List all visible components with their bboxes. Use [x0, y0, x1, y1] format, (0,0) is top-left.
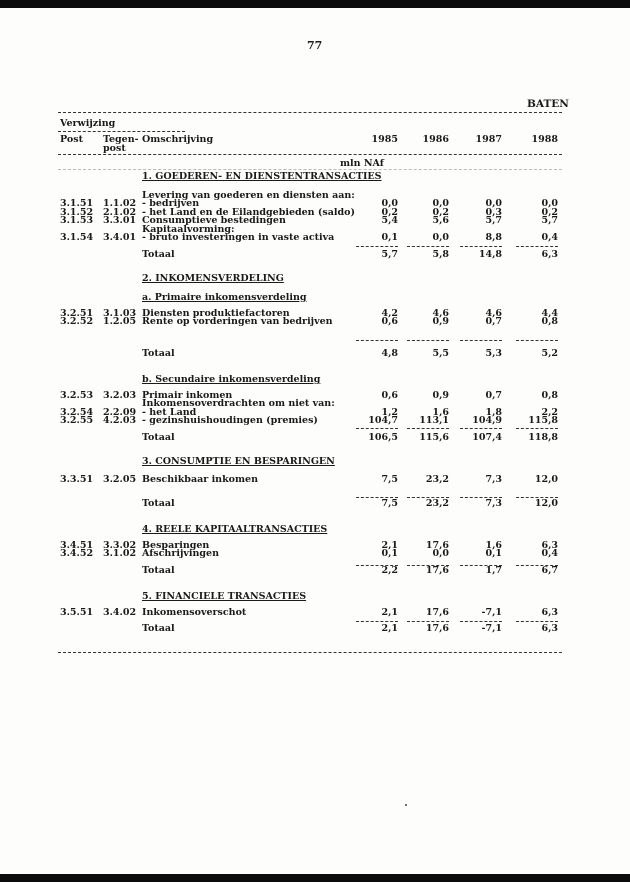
value-1987: 4,6	[485, 308, 502, 319]
total-label: Totaal	[142, 432, 175, 443]
counter-post-code: 1.1.02	[103, 198, 137, 209]
row-label: - gezinshuishoudingen (premies)	[142, 415, 318, 426]
subtotal-rule	[460, 246, 502, 247]
value-1987: 5,3	[485, 348, 502, 359]
counter-post-code: 3.3.01	[103, 215, 137, 226]
value-1987: 14,8	[478, 249, 502, 260]
post-code: 3.4.51	[60, 540, 94, 551]
value-1988: 6,7	[541, 565, 558, 576]
counter-post-code: 3.2.05	[103, 474, 137, 485]
post-code: 3.1.52	[60, 207, 94, 218]
value-1985: 5,4	[381, 215, 398, 226]
value-1988: 6,3	[541, 623, 558, 634]
divider	[58, 154, 562, 155]
unit-label: mln NAf	[340, 158, 384, 169]
year-header-1985: 1985	[371, 134, 398, 145]
row-label: Besparingen	[142, 540, 210, 551]
divider	[58, 112, 562, 113]
value-1986: 5,6	[432, 215, 449, 226]
total-label: Totaal	[142, 623, 175, 634]
value-1987: 1,6	[485, 540, 502, 551]
subtotal-rule	[407, 246, 449, 247]
subtotal-rule	[460, 621, 502, 622]
page-number: 77	[307, 39, 323, 52]
section-heading: a. Primaire inkomensverdeling	[142, 292, 307, 303]
value-1987: -7,1	[481, 607, 502, 618]
value-1987: 0,3	[485, 207, 502, 218]
subtotal-rule	[516, 246, 558, 247]
subtotal-rule	[516, 340, 558, 341]
value-1986: 4,6	[432, 308, 449, 319]
subtotal-rule	[460, 340, 502, 341]
value-1986: 23,2	[425, 498, 449, 509]
subtotal-rule	[356, 621, 398, 622]
post-code: 3.1.54	[60, 232, 94, 243]
section-heading: 1. GOEDEREN- EN DIENSTENTRANSACTIES	[142, 171, 382, 182]
value-1986: 0,9	[432, 316, 449, 327]
value-1985: 0,0	[381, 198, 398, 209]
post-code: 3.2.54	[60, 407, 94, 418]
side-label: BATEN	[527, 98, 569, 110]
value-1987: -7,1	[481, 623, 502, 634]
value-1985: 7,5	[381, 474, 398, 485]
value-1988: 0,8	[541, 390, 558, 401]
year-header-1988: 1988	[531, 134, 558, 145]
total-label: Totaal	[142, 565, 175, 576]
row-label: Diensten produktiefactoren	[142, 308, 290, 319]
value-1985: 1,2	[381, 407, 398, 418]
counter-post-code: 3.4.01	[103, 232, 137, 243]
total-label: Totaal	[142, 498, 175, 509]
divider	[58, 169, 562, 170]
value-1987: 0,0	[485, 198, 502, 209]
value-1987: 1,7	[485, 565, 502, 576]
value-1985: 0,2	[381, 207, 398, 218]
post-code: 3.3.51	[60, 474, 94, 485]
subtotal-rule	[356, 340, 398, 341]
row-label: Inkomensoverschot	[142, 607, 247, 618]
post-code: 3.2.52	[60, 316, 94, 327]
divider	[58, 131, 185, 132]
value-1985: 106,5	[368, 432, 398, 443]
description-header: Omschrijving	[142, 134, 214, 145]
value-1988: 115,8	[528, 415, 558, 426]
value-1986: 0,0	[432, 548, 449, 559]
row-label: - bedrijven	[142, 198, 200, 209]
year-header-1987: 1987	[475, 134, 502, 145]
value-1986: 0,9	[432, 390, 449, 401]
value-1986: 0,0	[432, 232, 449, 243]
counter-post-code: 3.1.03	[103, 308, 137, 319]
counter-post-code: 1.2.05	[103, 316, 137, 327]
value-1985: 4,8	[381, 348, 398, 359]
total-label: Totaal	[142, 249, 175, 260]
scan-speck	[405, 804, 407, 806]
value-1987: 5,7	[485, 215, 502, 226]
value-1985: 4,2	[381, 308, 398, 319]
divider	[58, 652, 562, 653]
value-1988: 0,4	[541, 548, 558, 559]
subtotal-rule	[356, 428, 398, 429]
value-1988: 0,4	[541, 232, 558, 243]
value-1985: 0,6	[381, 390, 398, 401]
post-header: Post	[60, 134, 83, 145]
total-label: Totaal	[142, 348, 175, 359]
subtotal-rule	[460, 428, 502, 429]
value-1988: 0,0	[541, 198, 558, 209]
value-1987: 0,7	[485, 390, 502, 401]
value-1988: 2,2	[541, 407, 558, 418]
section-heading: 4. REELE KAPITAALTRANSACTIES	[142, 524, 328, 535]
counter-post-header-2: post	[103, 143, 126, 154]
scan-border-bottom	[0, 874, 630, 882]
value-1988: 5,2	[541, 348, 558, 359]
post-code: 3.2.55	[60, 415, 94, 426]
subtotal-rule	[407, 428, 449, 429]
value-1986: 113,1	[419, 415, 449, 426]
value-1985: 7,5	[381, 498, 398, 509]
value-1985: 5,7	[381, 249, 398, 260]
value-1986: 17,6	[425, 540, 449, 551]
value-1987: 107,4	[472, 432, 502, 443]
scan-border-top	[0, 0, 630, 8]
value-1985: 0,1	[381, 232, 398, 243]
row-label: Levering van goederen en diensten aan:	[142, 190, 355, 201]
value-1987: 7,3	[485, 474, 502, 485]
value-1986: 23,2	[425, 474, 449, 485]
row-label: Inkomensoverdrachten om niet van:	[142, 398, 335, 409]
value-1988: 6,3	[541, 249, 558, 260]
value-1986: 115,6	[419, 432, 449, 443]
value-1987: 0,1	[485, 548, 502, 559]
row-label: Beschikbaar inkomen	[142, 474, 259, 485]
counter-post-code: 2.1.02	[103, 207, 137, 218]
value-1986: 0,0	[432, 198, 449, 209]
year-header-1986: 1986	[422, 134, 449, 145]
value-1986: 17,6	[425, 565, 449, 576]
subtotal-rule	[356, 246, 398, 247]
value-1988: 0,2	[541, 207, 558, 218]
value-1988: 5,7	[541, 215, 558, 226]
counter-post-header: Tegen-	[103, 134, 139, 145]
value-1988: 118,8	[528, 432, 558, 443]
row-label: - het Land en de Eilandgebieden (saldo)	[142, 207, 355, 218]
value-1988: 4,4	[541, 308, 558, 319]
value-1985: 2,1	[381, 623, 398, 634]
value-1986: 17,6	[425, 623, 449, 634]
value-1987: 8,8	[485, 232, 502, 243]
value-1986: 17,6	[425, 607, 449, 618]
value-1985: 0,1	[381, 548, 398, 559]
value-1985: 0,6	[381, 316, 398, 327]
post-code: 3.2.51	[60, 308, 94, 319]
section-heading: 3. CONSUMPTIE EN BESPARINGEN	[142, 456, 335, 467]
value-1987: 7,3	[485, 498, 502, 509]
section-heading: b. Secundaire inkomensverdeling	[142, 374, 321, 385]
value-1988: 12,0	[534, 474, 558, 485]
post-code: 3.5.51	[60, 607, 94, 618]
value-1985: 2,1	[381, 607, 398, 618]
row-label: - bruto investeringen in vaste activa	[142, 232, 335, 243]
row-label: Consumptieve bestedingen	[142, 215, 286, 226]
subtotal-rule	[407, 340, 449, 341]
row-label: Rente op vorderingen van bedrijven	[142, 316, 333, 327]
counter-post-code: 3.3.02	[103, 540, 137, 551]
counter-post-code: 3.1.02	[103, 548, 137, 559]
counter-post-code: 3.4.02	[103, 607, 137, 618]
subtotal-rule	[407, 621, 449, 622]
post-code: 3.4.52	[60, 548, 94, 559]
reference-header: Verwijzing	[60, 118, 116, 129]
value-1986: 5,5	[432, 348, 449, 359]
value-1987: 1,8	[485, 407, 502, 418]
row-label: Afschrijvingen	[142, 548, 220, 559]
value-1985: 104,7	[368, 415, 398, 426]
section-heading: 2. INKOMENSVERDELING	[142, 273, 284, 284]
post-code: 3.1.51	[60, 198, 94, 209]
subtotal-rule	[516, 621, 558, 622]
row-label: Primair inkomen	[142, 390, 233, 401]
counter-post-code: 4.2.03	[103, 415, 137, 426]
post-code: 3.2.53	[60, 390, 94, 401]
post-code: 3.1.53	[60, 215, 94, 226]
value-1988: 6,3	[541, 607, 558, 618]
value-1986: 5,8	[432, 249, 449, 260]
value-1988: 0,8	[541, 316, 558, 327]
value-1986: 0,2	[432, 207, 449, 218]
value-1987: 104,9	[472, 415, 502, 426]
value-1988: 6,3	[541, 540, 558, 551]
counter-post-code: 3.2.03	[103, 390, 137, 401]
value-1988: 12,0	[534, 498, 558, 509]
value-1986: 1,6	[432, 407, 449, 418]
value-1985: 2,1	[381, 540, 398, 551]
row-label: - het Land	[142, 407, 197, 418]
value-1987: 0,7	[485, 316, 502, 327]
document-page	[0, 8, 630, 874]
row-label: Kapitaalvorming:	[142, 224, 235, 235]
value-1985: 2,2	[381, 565, 398, 576]
counter-post-code: 2.2.09	[103, 407, 137, 418]
section-heading: 5. FINANCIELE TRANSACTIES	[142, 591, 307, 602]
subtotal-rule	[516, 428, 558, 429]
